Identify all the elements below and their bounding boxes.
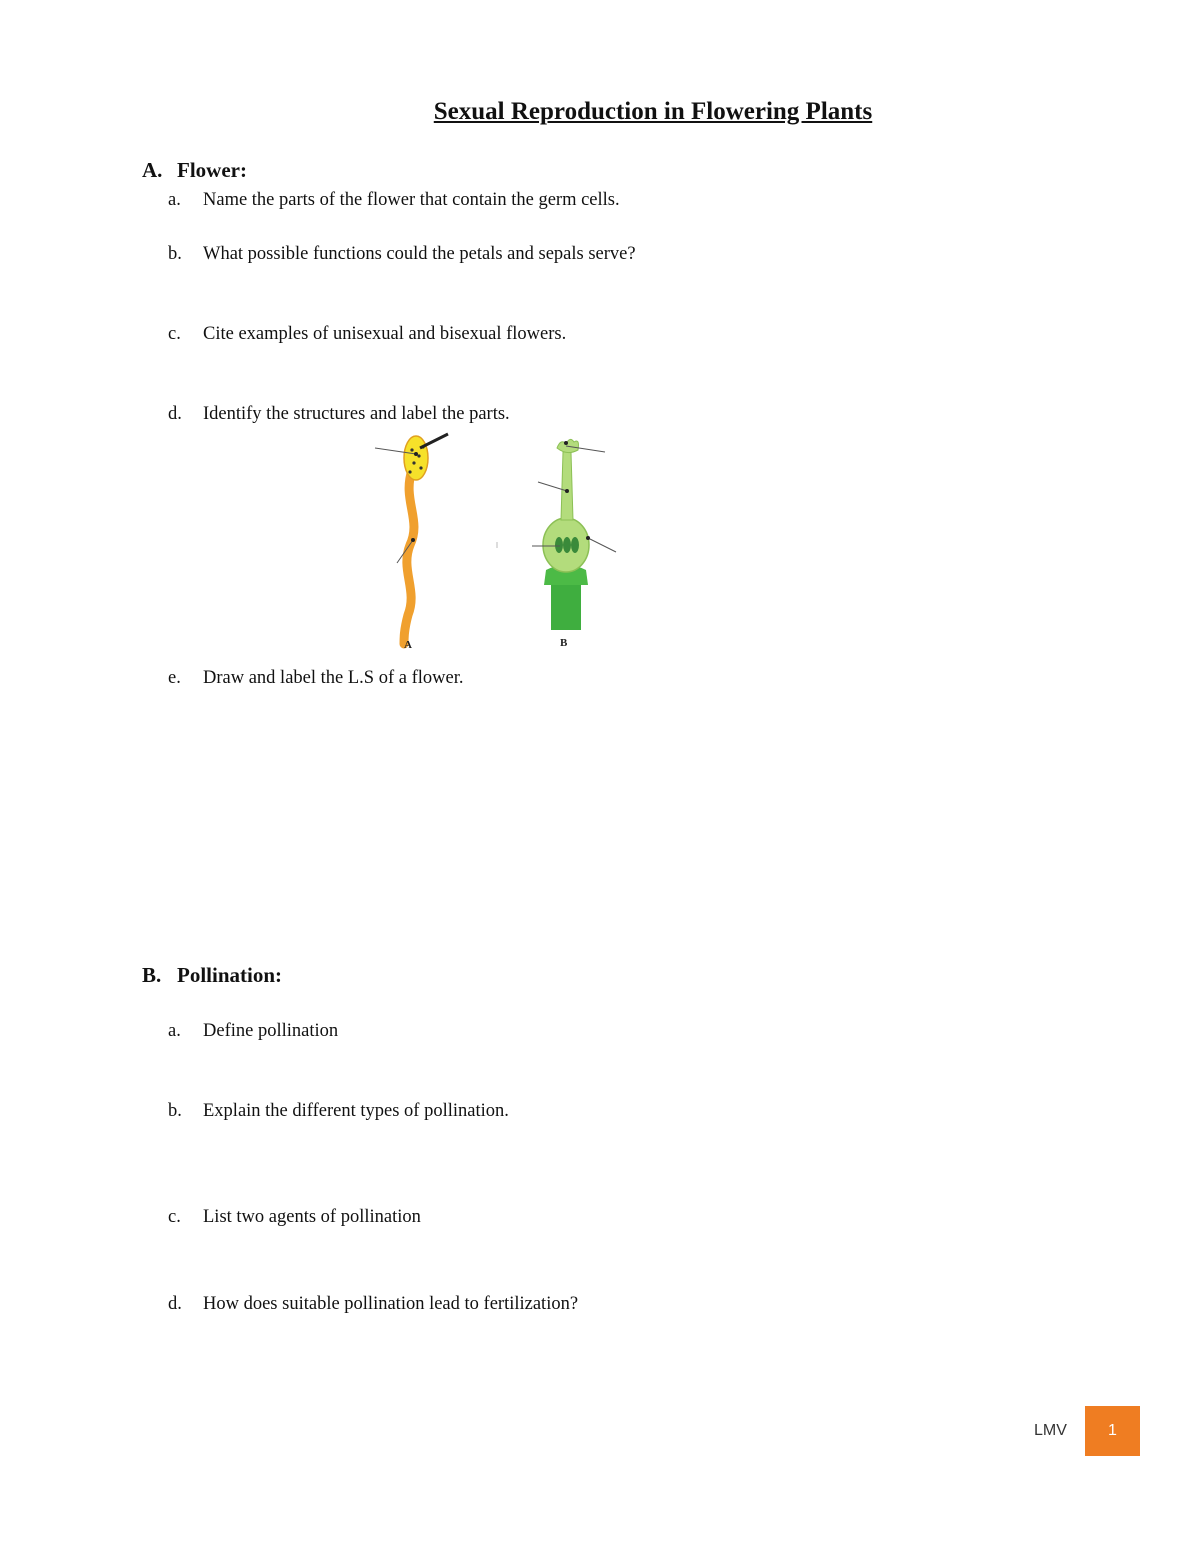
question-letter: a.	[168, 1021, 181, 1041]
question-text: Identify the structures and label the parts.	[203, 404, 510, 424]
question-a-e	[168, 668, 463, 689]
question-text: Cite examples of unisexual and bisexual flowers.	[203, 324, 567, 344]
section-a-letter: A.	[142, 158, 163, 182]
question-b-b	[168, 1101, 509, 1122]
anther	[404, 436, 428, 480]
label-line	[588, 538, 616, 552]
section-a-title: Flower:	[177, 158, 247, 182]
question-letter: e.	[168, 668, 181, 688]
stamen-pistil-illustration	[360, 430, 660, 655]
question-text: Define pollination	[203, 1021, 339, 1041]
question-letter: c.	[168, 1207, 181, 1227]
question-letter: a.	[168, 190, 181, 210]
footer-label: LMV	[1034, 1422, 1067, 1439]
question-a-a	[168, 190, 620, 211]
section-b-title: Pollination:	[177, 963, 283, 987]
question-a-c	[168, 324, 566, 345]
figure-label-b: B	[560, 637, 568, 649]
question-b-d	[168, 1294, 578, 1315]
pedicel	[551, 582, 581, 630]
filament	[404, 470, 414, 644]
question-b-c	[168, 1207, 421, 1228]
question-text: List two agents of pollination	[203, 1207, 421, 1227]
page-title: Sexual Reproduction in Flowering Plants	[433, 98, 873, 125]
page-number-badge: 1	[1085, 1406, 1140, 1456]
question-text: Explain the different types of pollination.	[203, 1101, 509, 1121]
style	[561, 452, 573, 520]
figure-label-a: A	[404, 639, 412, 651]
stamen-pistil-figure	[360, 430, 660, 655]
question-text: Name the parts of the flower that contain the germ cells.	[203, 190, 620, 210]
question-a-b	[168, 244, 636, 265]
ovule	[563, 537, 571, 553]
question-a-d	[168, 404, 510, 425]
question-letter: b.	[168, 1101, 182, 1121]
ovule	[555, 537, 563, 553]
question-text: How does suitable pollination lead to fertilization?	[203, 1294, 579, 1314]
section-b-heading	[142, 963, 282, 988]
section-b-letter: B.	[142, 963, 162, 987]
question-letter: d.	[168, 1294, 182, 1314]
ovule	[571, 537, 579, 553]
question-b-a	[168, 1021, 338, 1042]
section-a-heading	[142, 158, 247, 183]
question-letter: d.	[168, 404, 182, 424]
question-text: What possible functions could the petals and sepals serve?	[203, 244, 636, 264]
question-text: Draw and label the L.S of a flower.	[203, 668, 464, 688]
question-letter: c.	[168, 324, 181, 344]
question-letter: b.	[168, 244, 182, 264]
